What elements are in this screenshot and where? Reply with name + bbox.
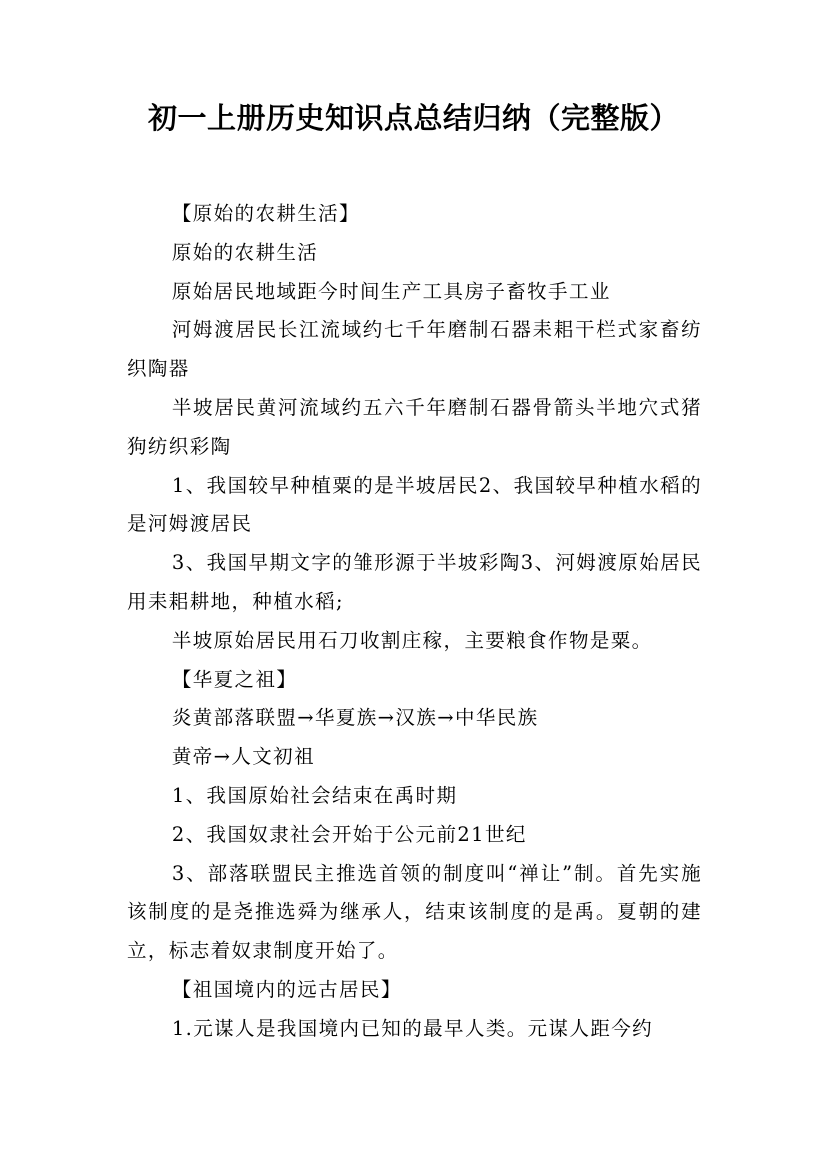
- paragraph: 1、我国较早种植粟的是半坡居民2、我国较早种植水稻的是河姆渡居民: [127, 473, 702, 536]
- document-title: 初一上册历史知识点总结归纳（完整版）: [147, 101, 679, 135]
- paragraph: 黄帝→人文初祖: [171, 745, 315, 769]
- paragraph: 河姆渡居民长江流域约七千年磨制石器耒耜干栏式家畜纺织陶器: [127, 318, 702, 381]
- section-heading: 【祖国境内的远古居民】: [171, 977, 402, 1001]
- paragraph: 半坡原始居民用石刀收割庄稼，主要粮食作物是粟。: [171, 628, 653, 652]
- document-body: [127, 195, 702, 1049]
- paragraph: 1、我国原始社会结束在禹时期: [171, 783, 458, 807]
- paragraph: 炎黄部落联盟→华夏族→汉族→中华民族: [171, 706, 539, 730]
- paragraph: 2、我国奴隶社会开始于公元前21世纪: [171, 822, 527, 846]
- paragraph: 原始居民地域距今时间生产工具房子畜牧手工业: [171, 279, 611, 303]
- paragraph: 1.元谋人是我国境内已知的最早人类。元谋人距今约: [171, 1016, 654, 1040]
- paragraph: 3、部落联盟民主推选首领的制度叫“禅让”制。首先实施该制度的是尧推选舜为继承人，结束该制度的是禹。夏朝的建立，标志着奴隶制度开始了。: [127, 861, 702, 963]
- paragraph: 原始的农耕生活: [171, 240, 319, 264]
- paragraph: 3、我国早期文字的雏形源于半坡彩陶3、河姆渡原始居民用耒耜耕地，种植水稻;: [127, 551, 702, 613]
- paragraph: 半坡居民黄河流域约五六千年磨制石器骨箭头半地穴式猪狗纺织彩陶: [127, 395, 702, 458]
- section-heading: 【原始的农耕生活】: [171, 202, 360, 225]
- section-heading: 【华夏之祖】: [171, 667, 298, 691]
